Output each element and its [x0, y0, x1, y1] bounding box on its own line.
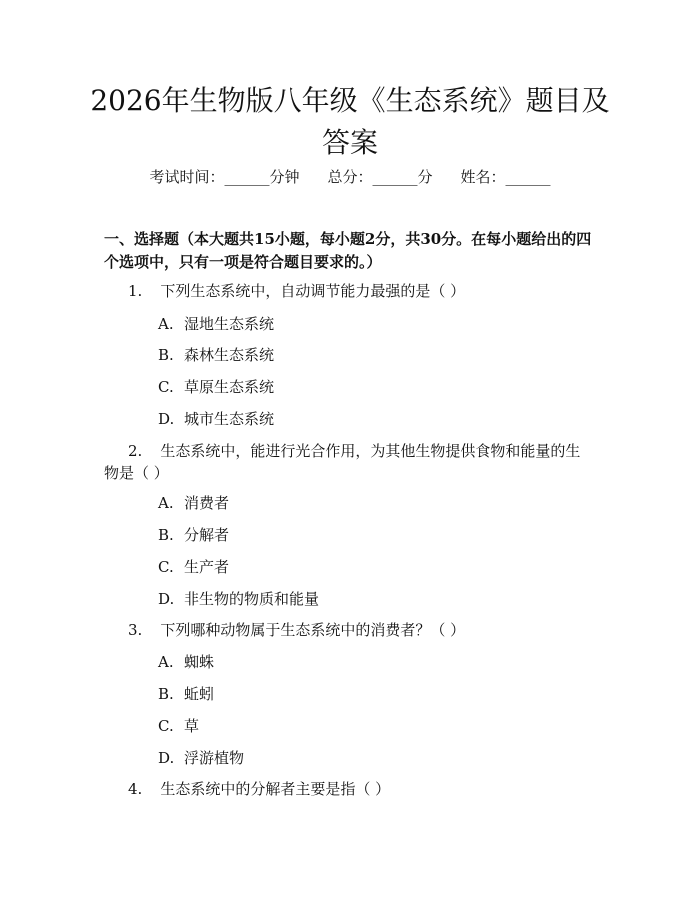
option-letter: B. — [158, 526, 174, 544]
question-number: 4. — [128, 780, 143, 798]
option-text: 城市生态系统 — [184, 410, 275, 428]
option-letter: B. — [158, 346, 174, 364]
option-letter: D. — [158, 410, 175, 428]
question-text: 生态系统中的分解者主要是指（ ） — [160, 780, 391, 798]
option-text: 森林生态系统 — [184, 346, 275, 364]
option-b — [158, 524, 558, 546]
option-c — [158, 715, 558, 737]
question-number: 2. — [128, 442, 143, 460]
option-a — [158, 651, 558, 673]
question-1 — [104, 280, 584, 302]
option-text: 分解者 — [184, 526, 230, 544]
question-2 — [104, 440, 584, 484]
option-letter: D. — [158, 590, 175, 608]
question-4 — [104, 778, 584, 800]
option-text: 蜘蛛 — [184, 653, 215, 671]
question-text: 下列生态系统中，自动调节能力最强的是（ ） — [160, 282, 466, 300]
option-text: 浮游植物 — [184, 749, 245, 767]
option-text: 湿地生态系统 — [184, 315, 275, 333]
section-heading: 一、选择题（本大题共15小题，每小题2分，共30分。在每小题给出的四个选项中，只有一项是符合题目要求的。） — [104, 230, 592, 271]
option-d — [158, 408, 558, 430]
option-letter: C. — [158, 558, 174, 576]
option-b — [158, 344, 558, 366]
option-text: 草原生态系统 — [184, 378, 275, 396]
option-letter: A. — [158, 653, 174, 671]
option-d — [158, 588, 558, 610]
page-title: 2026年生物版八年级《生态系统》题目及答案 — [90, 84, 610, 159]
question-3 — [104, 619, 584, 641]
option-text: 生产者 — [184, 558, 230, 576]
option-letter: A. — [158, 494, 174, 512]
student-name-field: 姓名：______ — [460, 168, 551, 186]
option-letter: C. — [158, 717, 174, 735]
option-b — [158, 683, 558, 705]
option-letter: C. — [158, 378, 174, 396]
question-number: 3. — [128, 621, 143, 639]
option-text: 非生物的物质和能量 — [184, 590, 320, 608]
option-a — [158, 492, 558, 514]
question-text: 生态系统中，能进行光合作用，为其他生物提供食物和能量的生物是（ ） — [104, 442, 581, 482]
option-c — [158, 556, 558, 578]
option-text: 蚯蚓 — [184, 685, 215, 703]
total-score-field: 总分：______分 — [327, 168, 433, 186]
question-number: 1. — [128, 282, 143, 300]
option-letter: B. — [158, 685, 174, 703]
exam-info-line — [0, 166, 700, 188]
option-letter: A. — [158, 315, 174, 333]
option-c — [158, 376, 558, 398]
option-text: 消费者 — [184, 494, 230, 512]
option-a — [158, 313, 558, 335]
option-d — [158, 747, 558, 769]
exam-time-field: 考试时间：______分钟 — [149, 168, 300, 186]
option-text: 草 — [184, 717, 200, 735]
option-letter: D. — [158, 749, 175, 767]
question-text: 下列哪种动物属于生态系统中的消费者？（ ） — [160, 621, 466, 639]
